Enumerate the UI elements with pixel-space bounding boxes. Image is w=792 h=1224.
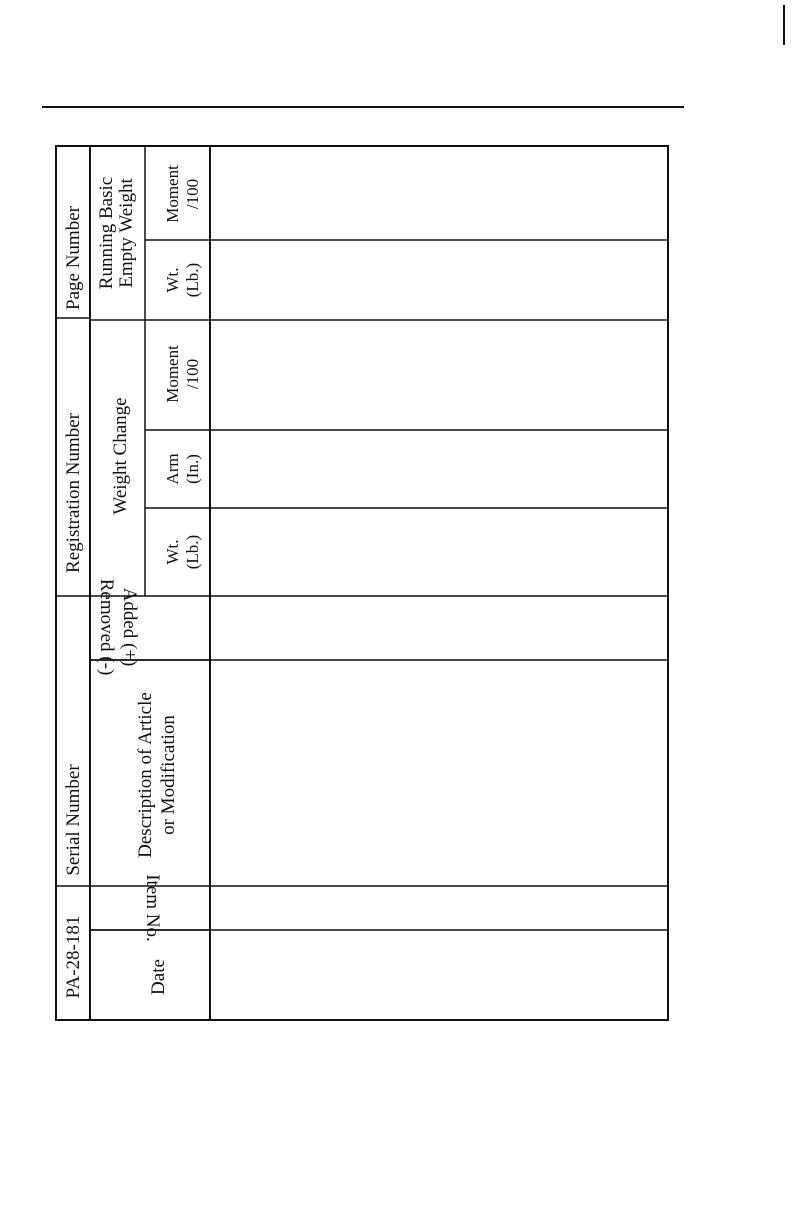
wc-wt-heading-line2: (Lb.) bbox=[183, 534, 202, 570]
arm-heading-line1: Arm bbox=[163, 453, 182, 485]
date-heading: Date bbox=[148, 959, 169, 995]
rb-wt-heading-line2: (Lb.) bbox=[183, 262, 202, 298]
removed-heading: Removed (-) bbox=[96, 578, 117, 676]
rb-moment-heading-line1: Moment bbox=[163, 165, 182, 223]
rb-moment-heading-line2: /100 bbox=[183, 178, 202, 210]
added-heading: Added (+) bbox=[119, 587, 140, 667]
running-basic-heading-line1: Running Basic bbox=[96, 176, 117, 290]
model-label: PA-28-181 bbox=[63, 915, 84, 999]
arm-heading-line2: (In.) bbox=[183, 454, 202, 484]
wc-moment-heading-line2: /100 bbox=[183, 358, 202, 390]
wc-moment-heading-line1: Moment bbox=[163, 345, 182, 403]
registration-number-label: Registration Number bbox=[63, 413, 84, 573]
serial-number-label: Serial Number bbox=[63, 764, 84, 876]
description-heading-line1: Description of Article bbox=[135, 692, 156, 858]
page-number-label: Page Number bbox=[63, 206, 84, 310]
weight-change-heading: Weight Change bbox=[110, 397, 131, 515]
item-no-heading: Item No. bbox=[142, 874, 163, 942]
running-basic-heading-line2: Empty Weight bbox=[116, 178, 137, 288]
rb-wt-heading-line1: Wt. bbox=[163, 267, 182, 293]
description-heading-line2: or Modification bbox=[158, 715, 179, 835]
wc-wt-heading-line1: Wt. bbox=[163, 539, 182, 565]
